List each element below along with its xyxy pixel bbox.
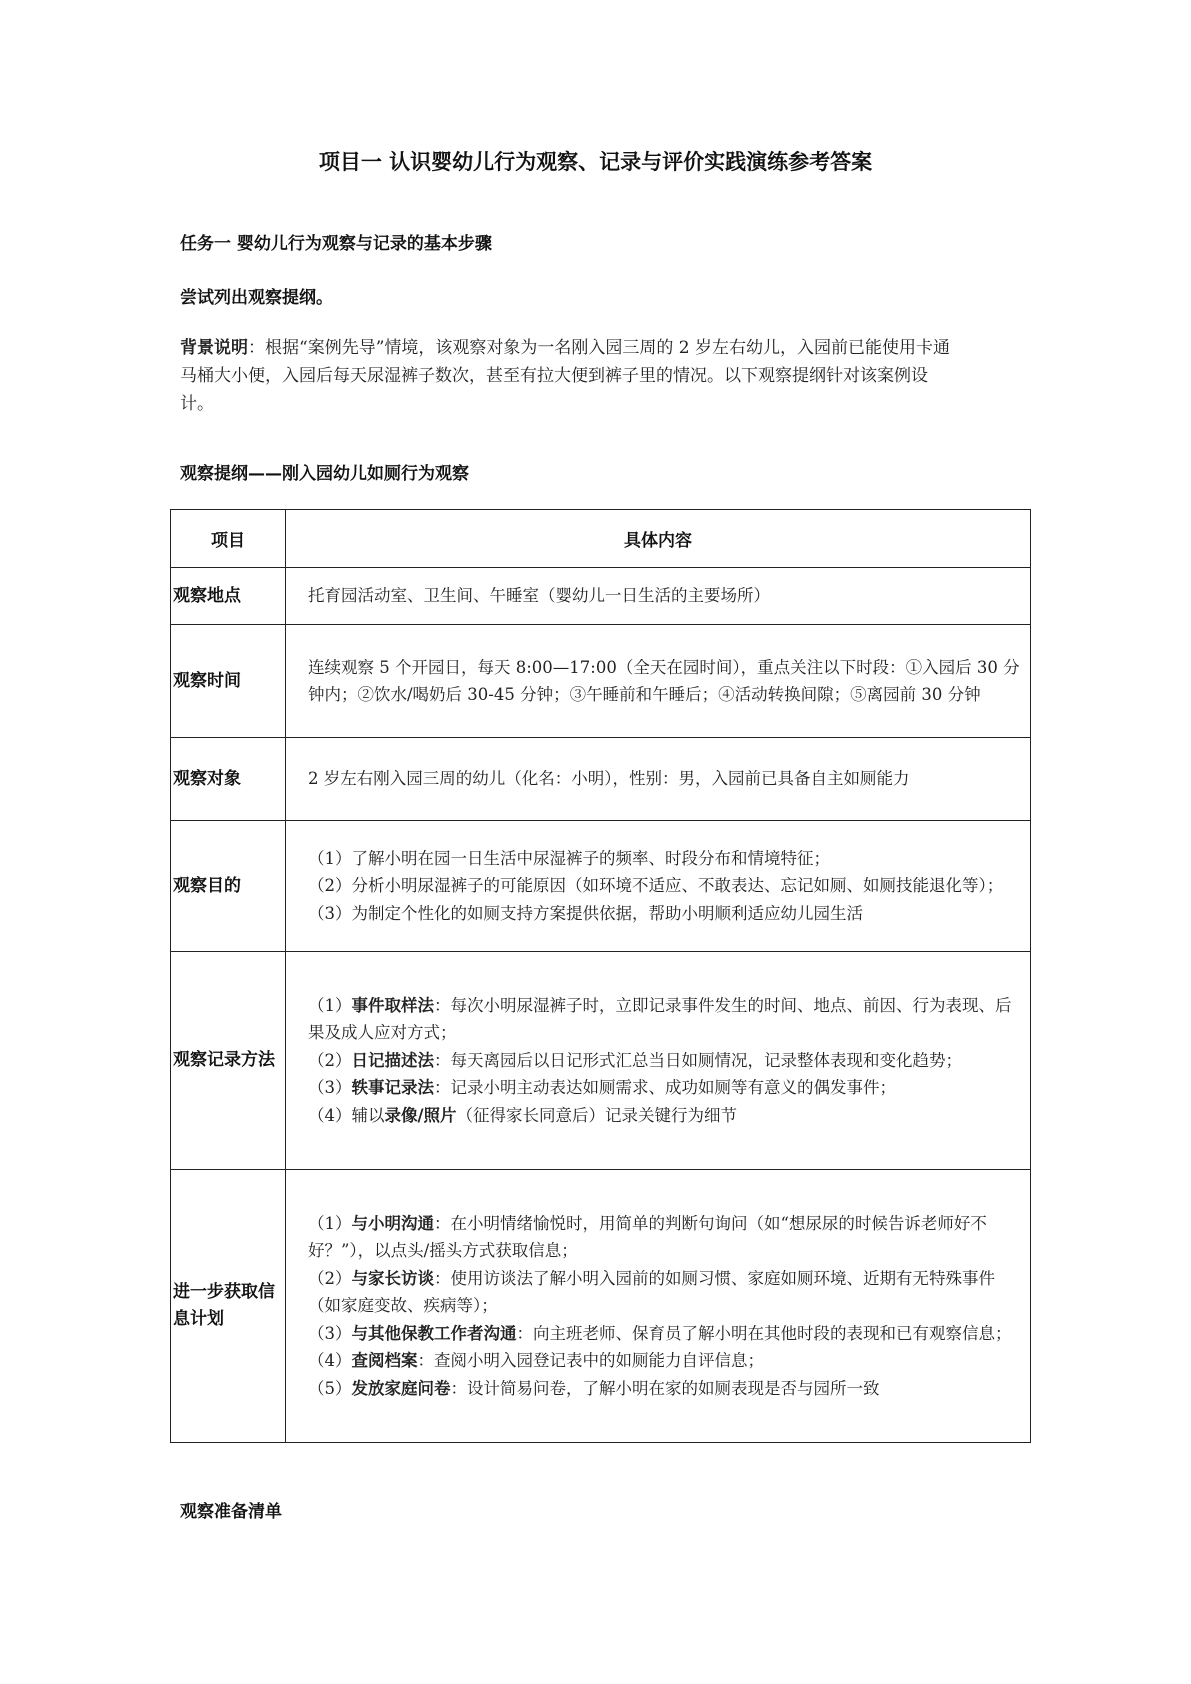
content-text: （1）了解小明在园一日生活中尿湿裤子的频率、时段分布和情境特征； [308, 848, 830, 868]
method-term: 轶事记录法 [351, 1078, 434, 1098]
content-text: （4）辅以 [308, 1105, 385, 1125]
task-heading: 任务一 婴幼儿行为观察与记录的基本步骤 [180, 234, 492, 254]
row-content [286, 952, 1031, 1170]
method-term: 发放家庭问卷 [351, 1378, 451, 1398]
row-label: 观察对象 [171, 738, 286, 821]
content-line [308, 1375, 1024, 1403]
row-label: 观察时间 [171, 625, 286, 738]
method-term: 与小明沟通 [351, 1213, 434, 1233]
table-row [171, 738, 1031, 821]
method-term: 日记描述法 [351, 1050, 434, 1070]
content-text: 托育园活动室、卫生间、午睡室（婴幼儿一日生活的主要场所） [308, 586, 770, 606]
column-header-item: 项目 [171, 510, 286, 568]
document-title: 项目一 认识婴幼儿行为观察、记录与评价实践演练参考答案 [318, 150, 873, 174]
content-line [308, 900, 1024, 928]
content-line [308, 992, 1024, 1047]
content-line [308, 1102, 1024, 1130]
row-label: 观察目的 [171, 821, 286, 952]
content-line [308, 1347, 1024, 1375]
content-text: （2）分析小明尿湿裤子的可能原因（如环境不适应、不敢表达、忘记如厕、如厕技能退化等）； [308, 876, 1004, 896]
content-line [308, 654, 1024, 709]
content-text: （2） [308, 1268, 352, 1288]
table-row [171, 1170, 1031, 1443]
table-row [171, 625, 1031, 738]
content-text: （3） [308, 1078, 352, 1098]
content-line [308, 582, 1024, 610]
method-term: 与其他保教工作者沟通 [351, 1323, 517, 1343]
row-content [286, 568, 1031, 625]
content-line [308, 1074, 1024, 1102]
row-label: 观察记录方法 [171, 952, 286, 1170]
content-text: （3）为制定个性化的如厕支持方案提供依据，帮助小明顺利适应幼儿园生活 [308, 903, 863, 923]
outline-heading: 观察提纲——刚入园幼儿如厕行为观察 [180, 464, 469, 484]
content-line [308, 1047, 1024, 1075]
column-header-content: 具体内容 [286, 510, 1031, 568]
content-text: ：设计简易问卷，了解小明在家的如厕表现是否与园所一致 [450, 1378, 880, 1398]
table-row [171, 821, 1031, 952]
method-term: 录像/照片 [384, 1105, 457, 1125]
content-line [308, 845, 1024, 873]
table-row [171, 568, 1031, 625]
content-line [308, 872, 1024, 900]
content-text: ：记录小明主动表达如厕需求、成功如厕等有意义的偶发事件； [434, 1078, 896, 1098]
method-term: 查阅档案 [351, 1351, 418, 1371]
content-text: （5） [308, 1378, 352, 1398]
content-line [308, 1320, 1024, 1348]
content-line [308, 1210, 1024, 1265]
table-body [171, 568, 1031, 1443]
row-content [286, 821, 1031, 952]
checklist-heading: 观察准备清单 [180, 1502, 282, 1522]
content-text: （4） [308, 1351, 352, 1371]
content-line [308, 1265, 1024, 1320]
content-text: ：在小明情绪愉悦时，用简单的判断句询问（如“想尿尿的时候告诉老师好不好？”），以点头/摇头方式获取信息； [308, 1213, 987, 1261]
content-text: （征得家长同意后）记录关键行为细节 [456, 1105, 738, 1125]
content-text: ：每次小明尿湿裤子时，立即记录事件发生的时间、地点、前因、行为表现、后果及成人应对方式； [308, 995, 1012, 1043]
row-content [286, 625, 1031, 738]
table-row [171, 952, 1031, 1170]
row-content [286, 1170, 1031, 1443]
content-text: （1） [308, 995, 352, 1015]
content-text: 连续观察 5 个开园日，每天 8:00—17:00（全天在园时间），重点关注以下时段：①入园后 30 分钟内；②饮水/喝奶后 30-45 分钟；③午睡前和午睡后；④活动转换间隙；⑤离园前 30 分钟 [308, 657, 1020, 704]
exercise-heading: 尝试列出观察提纲。 [180, 288, 333, 308]
content-line [308, 765, 1024, 793]
row-label: 进一步获取信息计划 [171, 1170, 286, 1443]
method-term: 与家长访谈 [351, 1268, 434, 1288]
observation-outline-table [170, 509, 1031, 1443]
table-header-row [171, 510, 1031, 568]
content-text: 2 岁左右刚入园三周的幼儿（化名：小明），性别：男，入园前已具备自主如厕能力 [308, 769, 910, 789]
content-text: ：查阅小明入园登记表中的如厕能力自评信息； [417, 1351, 764, 1371]
row-label: 观察地点 [171, 568, 286, 625]
content-text: ：使用访谈法了解小明入园前的如厕习惯、家庭如厕环境、近期有无特殊事件（如家庭变故、疾病等）； [308, 1268, 995, 1316]
content-text: ：每天离园后以日记形式汇总当日如厕情况，记录整体表现和变化趋势； [434, 1050, 962, 1070]
content-text: ：向主班老师、保育员了解小明在其他时段的表现和已有观察信息； [516, 1323, 1012, 1343]
content-text: （3） [308, 1323, 352, 1343]
method-term: 事件取样法 [351, 995, 434, 1015]
background-label: 背景说明 [180, 338, 248, 358]
background-text: ：根据“案例先导”情境，该观察对象为一名刚入园三周的 2 岁左右幼儿，入园前已能使用卡通马桶大小便，入园后每天尿湿裤子数次，甚至有拉大便到裤子里的情况。以下观察提纲针对该案例设计。 [180, 338, 951, 414]
content-text: （1） [308, 1213, 352, 1233]
row-content [286, 738, 1031, 821]
background-paragraph [180, 334, 960, 418]
content-text: （2） [308, 1050, 352, 1070]
